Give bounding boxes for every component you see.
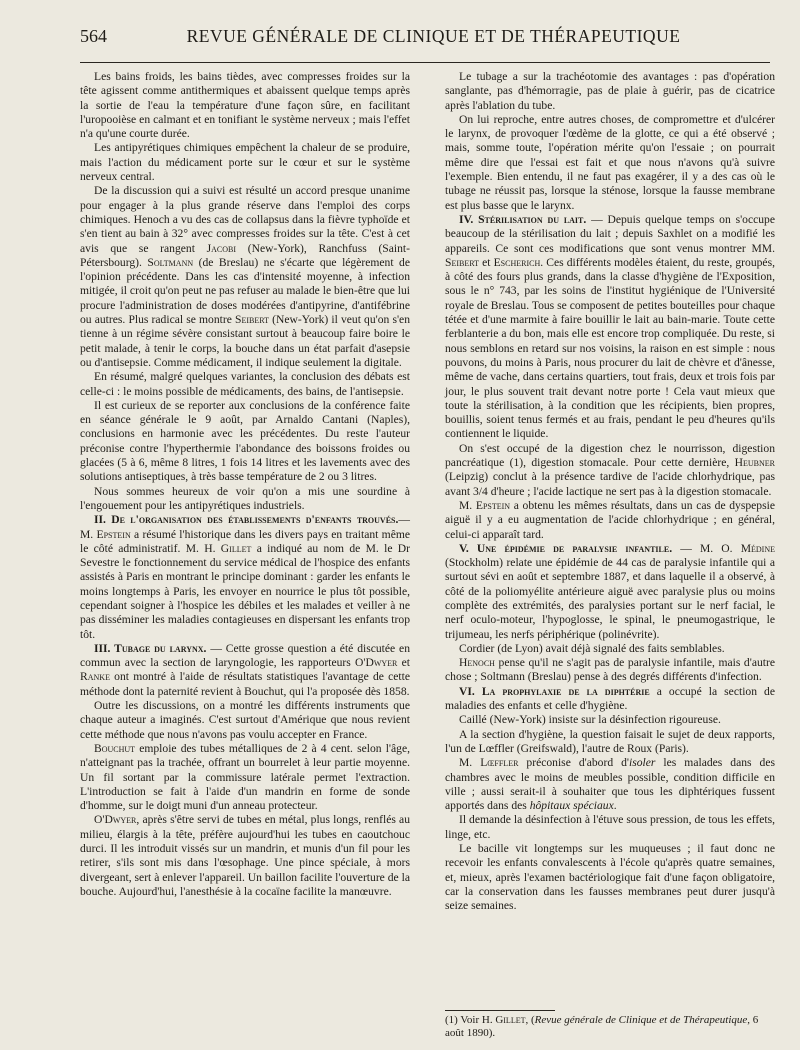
footnote: (1) Voir H. Gillet, (Revue générale de Clinique et de Thérapeutique, 6 août 1890). <box>445 1014 759 1039</box>
paragraph: Outre les discussions, on a montré les différents instruments que chaque auteur a imaginés. C'est surtout d'Amérique que nous revient cette méthode que nous n'avons pas voulu accepter en France. <box>80 699 410 741</box>
author-name: Lœffler <box>480 756 519 770</box>
paragraph: En résumé, malgré quelques variantes, la conclusion des débats est celle-ci : le moins possible de médicaments, des bains, de l'antisepsie. <box>80 370 410 398</box>
section-heading: IV. Stérilisation du lait. <box>459 212 587 226</box>
paragraph: Il est curieux de se reporter aux conclusions de la conférence faite en séance générale le 9 août, par Arnaldo Cantani (Naples), conclusions en harmonie avec les précédentes. Du reste l'auteur préconise contre l'hyperthermie l'abondance des boissons froides ou glacées (5 à 6, même 8 litres, 1 fois 14 litres et les lavements avec des solutions antiseptiques, à très basse température de 2 ou 3 litres. <box>80 398 410 484</box>
paragraph: Le bacille vit longtemps sur les muqueuses ; il faut donc ne recevoir les enfants convalescents à l'école qu'après quatre semaines, et, mieux, après l'examen bactériologique fait d'une façon obligatoire, car la conservation dans les fausses membranes peut durer jusqu'à seize semaines. <box>445 842 775 913</box>
author-name: Ranke <box>80 670 110 684</box>
paragraph: On lui reproche, entre autres choses, de compromettre et d'ulcérer le larynx, de provoquer l'œdème de la glotte, ce qui a été observé ; mais, somme toute, l'opération mérite qu'on l'essaie ; on pourrait même dire que l'essai est fait et que nous n'avons qu'à suivre l'exemple. Bien entendu, il ne faut pas exagérer, il y a des cas où le tubage ne réussit pas, lorsque la sténose, lorsque la fausse membrane est plus basse que le larynx. <box>445 112 775 212</box>
paragraph: Cordier (de Lyon) avait déjà signalé des faits semblables. <box>459 641 725 655</box>
right-column <box>445 70 775 914</box>
author-name: Dwyer <box>365 656 398 670</box>
author-name: Soltmann <box>147 255 194 269</box>
section-heading: III. Tubage du larynx. <box>94 641 207 655</box>
paragraph: Le tubage a sur la trachéotomie des avantages : pas d'opération sanglante, pas d'hémorragie, pas de plaie à guérir, pas de cicatrice après l'ablation du tube. <box>445 70 775 112</box>
paragraph: O'Dwyer, après s'être servi de tubes en métal, plus longs, renflés au milieu, élargis à la tête, préfère aujourd'hui les tubes en caoutchouc durci. Il les introduit vissés sur un mandrin, et munis d'un fil pour les retirer, s'ils sont mis dans l'œsophage. Une pince spéciale, à mors divergeant, sert à enlever l'appareil. Un baillon facilite l'ouverture de la bouche. Aujourd'hui, l'anesthésie à la cocaïne facilite la manœuvre. <box>80 813 410 898</box>
page-header <box>80 26 760 56</box>
paragraph: Les bains froids, les bains tièdes, avec compresses froides sur la tête agissent comme antithermiques et abaissent quelque temps après la sortie de l'eau la température d'une façon sûre, en facilitant l'uropooièse en calmant et en tonifiant le système nerveux ; mais l'effet n'a qu'une courte durée. <box>80 70 410 141</box>
journal-title: Revue générale de Clinique et de Thérapeutique <box>534 1014 748 1026</box>
paragraph: Bouchut emploie des tubes métalliques de 2 à 4 cent. selon l'âge, n'atteignant pas la trachée, offrant un bourrelet à leur partie moyenne. Un fil sortant par la commissure latérale permet l'extraction. L'introduction se fait à l'aide d'un mandrin en forme de sonde d'homme, sur le doigt muni d'un anneau protecteur. <box>80 741 410 813</box>
running-title: REVUE GÉNÉRALE DE CLINIQUE ET DE THÉRAPEUTIQUE <box>186 26 681 46</box>
author-name: Médine <box>740 541 775 555</box>
paragraph: On s'est occupé de la digestion chez le nourrisson, digestion pancréatique (1), digestion stomacale. Pour cette dernière, Heubner (Leipzig) conclut à la présence tardive de l'acide chlorhydrique, pas avant 3/4 d'heure ; l'acide lactique ne sert pas à la digestion stomacale. <box>445 441 775 498</box>
author-name: Seibert <box>235 313 269 327</box>
author-name: Epstein <box>96 527 131 541</box>
section-paragraph: III. Tubage du larynx. — Cette grosse question a été discutée en commun avec la section de laryngologie, les rapporteurs O'Dwyer et Ranke ont montré à l'aide de résultats statistiques l'avantage de cette méthode dont la paternité revient à Bouchut, qui l'a proposée dès 1858. <box>80 641 411 698</box>
paragraph: Caillé (New-York) insiste sur la désinfection rigoureuse. <box>459 713 721 727</box>
section-heading: VI. La prophylaxie de la diphtérie <box>459 684 650 698</box>
author-name: Bouchut <box>94 741 136 755</box>
author-name: Gillet <box>220 541 252 555</box>
author-name: Dwyer <box>104 813 137 827</box>
paragraph: M. Lœffler préconise d'abord d'isoler les malades dans des chambres avec le moins de meubles possible, condition difficile en ville ; aussi serait-il à souhaiter que tous les diphtériques fussent apportés dans des hôpitaux spéciaux. <box>445 756 775 813</box>
footnote-rule <box>445 1010 555 1011</box>
section-paragraph: V. Une épidémie de paralysie infantile. — M. O. Médine (Stockholm) relate une épidémie de 44 cas de paralysie infantile qui a surtout sévi en août et septembre 1887, et dans laquelle il a observé, à côté de la poliomyélite antérieure aiguë avec paralysie plus ou moins complète des extrémités, des paralysies portant sur le nerf facial, le nerf oculo-moteur, l'hypoglosse, le spinal, le pneumogastrique, le trijumeau, les nerfs périphérique (polinévrite). <box>445 541 775 641</box>
section-heading: V. Une épidémie de paralysie infantile. <box>459 541 673 555</box>
paragraph: A la section d'hygiène, la question faisait le sujet de deux rapports, l'un de Lœffler (Greifswald), l'autre de Roux (Paris). <box>445 727 775 755</box>
page-number: 564 <box>80 26 107 46</box>
paragraph: Nous sommes heureux de voir qu'on a mis une sourdine à l'engouement pour les antipyrétiques industriels. <box>80 484 410 512</box>
author-name: Escherich <box>493 255 541 269</box>
paragraph: Les antipyrétiques chimiques empêchent la chaleur de se produire, mais l'action du médicament porte sur le cœur et sur le système nerveux central. <box>80 141 410 184</box>
author-name: Henoch <box>459 656 495 670</box>
author-name: Gillet <box>495 1014 526 1026</box>
author-name: Epstein <box>475 498 511 512</box>
author-name: Seibert <box>445 255 479 269</box>
author-name: Jacobi <box>206 241 237 255</box>
section-paragraph: VI. La prophylaxie de la diphtérie a occupé la section de maladies des enfants et celle d'hygiène. <box>445 684 775 713</box>
paragraph: M. Epstein a obtenu les mêmes résultats, dans un cas de dyspepsie aiguë il y a eu augmentation de l'acide chlorhydrique ; en général, celui-ci apparaît tard. <box>445 498 775 541</box>
paragraph: Henoch pense qu'il ne s'agit pas de paralysie infantile, mais d'autre chose ; Soltmann (Breslau) pense à des degrés différents d'infection. <box>445 656 775 684</box>
paragraph: De la discussion qui a suivi est résulté un accord presque unanime pour engager à la plus grande réserve dans l'emploi des corps chimiques. Henoch a vu des cas de collapsus dans la fièvre typhoïde et s'en tient au bain à 32° avec compresses froides sur la tête. C'est à cet avis que se rangent Jacobi (New-York), Ranchfuss (Saint-Pétersbourg). Soltmann (de Breslau) ne s'écarte que légèrement de l'opinion précédente. Dans les cas d'intensité moyenne, à infection mitigée, il croit qu'on peut ne pas refuser au malade le bien-être que lui procure l'administration de doses modérées d'antipyrine, d'antifébrine ou autres. Plus radical se montre Seibert (New-York) il veut qu'on s'en tienne à un régime sévère consistant surtout à beaucoup faire boire le petit malade, à tenir le corps, la bouche dans un état parfait d'asepsie ou d'antisepsie. Comme médicament, il indique seulement la digitale. <box>80 184 411 369</box>
section-paragraph: II. De l'organisation des établissements d'enfants trouvés.— M. Epstein a résumé l'historique dans les divers pays en traitant même le côté administratif. M. H. Gillet a indiqué au nom de M. le Dr Sevestre le fonctionnement du service médical de l'hospice des enfants assistés à Paris en montrant le principe dominant : garder les enfants le moins longtemps à Paris, les envoyer en nourrice le plus tôt possible, cependant soigner à l'hospice les débiles et les malades et veiller à ne pas disséminer les maladies contagieuses en dispersant les enfants trop tôt. <box>80 513 411 641</box>
header-rule <box>80 62 770 63</box>
left-column <box>80 70 410 899</box>
section-paragraph: IV. Stérilisation du lait. — Depuis quelque temps on s'occupe beaucoup de la stérilisation du lait ; depuis Saxhlet on a modifié les appareils. Ce sont ces modifications que sont venus montrer MM. Seibert et Escherich. Ces différents modèles étaient, du reste, groupés, à côté des fours plus grands, dans la classe d'hygiène de l'Exposition, sous le n° 743, par les soins de l'institut hygiénique de l'Université royale de Breslau. Tous se composent de petites bouteilles pour chaque tétée et d'une marmite à faire bouillir le lait au bain-marie. Toute cette ferblanterie a du bon, mais elle est encore trop compliquée. Du reste, si nous semblons en retard sur nos voisins, la raison en est simple : nous pouvons, du moins à Paris, nous procurer du lait de chèvre et d'ânesse, même de vache, dans certains quartiers, tout frais, deux et trois fois par jour, le plus souvent trait devant notre porte ! Cela vaut mieux que toute la stérilisation, à la condition que les récipients, bien propres, bouillis, soient tenus fermés et au frais, pendant le peu d'heures qu'ils contiennent le liquide. <box>445 212 775 441</box>
paragraph: Il demande la désinfection à l'étuve sous pression, de tous les effets, linge, etc. <box>445 813 775 841</box>
author-name: Heubner <box>734 456 775 470</box>
section-heading: II. De l'organisation des établissements d'enfants trouvés. <box>94 513 399 527</box>
